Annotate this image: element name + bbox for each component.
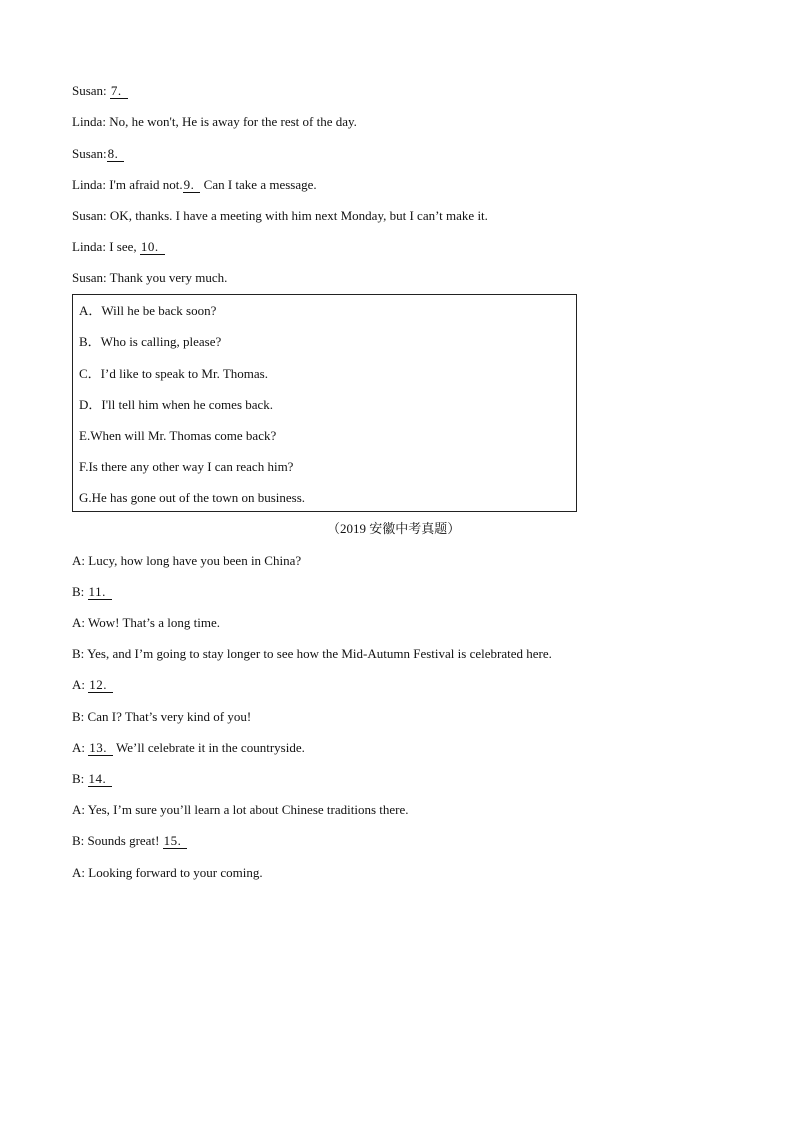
speaker: B:	[72, 771, 85, 786]
dialogue2-line	[72, 646, 552, 662]
dialogue2-line	[72, 709, 251, 725]
option-a: A．Will he be back soon?	[79, 303, 217, 318]
answer-blank[interactable]: 11.	[88, 585, 112, 600]
line-text: Yes, I’m sure you’ll learn a lot about Chinese traditions there.	[85, 802, 409, 817]
dialogue2-line	[72, 584, 112, 600]
option-f: F.Is there any other way I can reach him?	[79, 459, 294, 474]
speaker: A:	[72, 677, 85, 692]
dialogue1-line	[72, 114, 357, 130]
answer-blank[interactable]: 9.	[183, 178, 201, 193]
dialogue2-line	[72, 553, 301, 569]
speaker: Linda:	[72, 177, 106, 192]
answer-blank[interactable]: 10.	[140, 240, 165, 255]
answer-blank[interactable]: 15.	[163, 834, 188, 849]
speaker: Susan:	[72, 208, 107, 223]
option-g: G.He has gone out of the town on business.	[79, 490, 306, 505]
answer-blank[interactable]: 14.	[88, 772, 113, 787]
dialogue1-line	[72, 83, 128, 99]
dialogue2-line	[72, 833, 187, 849]
speaker: A:	[72, 802, 85, 817]
speaker: B:	[72, 646, 85, 661]
dialogue1-line	[72, 208, 488, 224]
line-text: Sounds great!	[84, 833, 163, 848]
speaker: B:	[72, 833, 85, 848]
line-text: Wow! That’s a long time.	[85, 615, 220, 630]
line-text: I see,	[105, 239, 140, 254]
speaker: A:	[72, 740, 85, 755]
dialogue2-line	[72, 771, 112, 787]
answer-blank[interactable]: 13.	[88, 741, 113, 756]
line-text-after: We’ll celebrate it in the countryside.	[113, 740, 305, 755]
speaker: Linda:	[72, 239, 106, 254]
line-text: Yes, and I’m going to stay longer to see how the Mid-Autumn Festival is celebrated here.	[84, 646, 552, 661]
dialogue1-line	[72, 146, 124, 162]
line-text: OK, thanks. I have a meeting with him next Monday, but I can’t make it.	[106, 208, 488, 223]
speaker: A:	[72, 615, 85, 630]
dialogue1-line	[72, 270, 227, 286]
speaker: B:	[72, 709, 85, 724]
speaker: B:	[72, 584, 85, 599]
option-c: C．I’d like to speak to Mr. Thomas.	[79, 366, 268, 381]
line-text: Can I? That’s very kind of you!	[84, 709, 252, 724]
speaker: Susan:	[72, 83, 107, 98]
answer-blank[interactable]: 12.	[88, 678, 113, 693]
dialogue1-line	[72, 239, 165, 255]
speaker: Linda:	[72, 114, 106, 129]
line-text: No, he won't, He is away for the rest of the day.	[105, 114, 357, 129]
line-text: Thank you very much.	[106, 270, 228, 285]
speaker: A:	[72, 865, 85, 880]
line-text: Lucy, how long have you been in China?	[85, 553, 302, 568]
dialogue2-line	[72, 677, 113, 693]
dialogue2-line	[72, 802, 409, 818]
source-note: （2019 安徽中考真题）	[327, 521, 461, 536]
dialogue2-line	[72, 615, 220, 631]
options-box	[72, 294, 577, 512]
dialogue2-line	[72, 865, 263, 881]
option-d: D．I'll tell him when he comes back.	[79, 397, 274, 412]
speaker: Susan:	[72, 270, 107, 285]
line-text: I'm afraid not.	[105, 177, 183, 192]
option-e: E.When will Mr. Thomas come back?	[79, 428, 277, 443]
line-text-after: Can I take a message.	[200, 177, 317, 192]
answer-blank[interactable]: 7.	[110, 84, 128, 99]
dialogue1-line	[72, 177, 317, 193]
answer-blank[interactable]: 8.	[107, 147, 125, 162]
line-text: Looking forward to your coming.	[85, 865, 263, 880]
option-b: B．Who is calling, please?	[79, 334, 222, 349]
speaker: A:	[72, 553, 85, 568]
speaker: Susan:	[72, 146, 107, 161]
dialogue2-line	[72, 740, 305, 756]
